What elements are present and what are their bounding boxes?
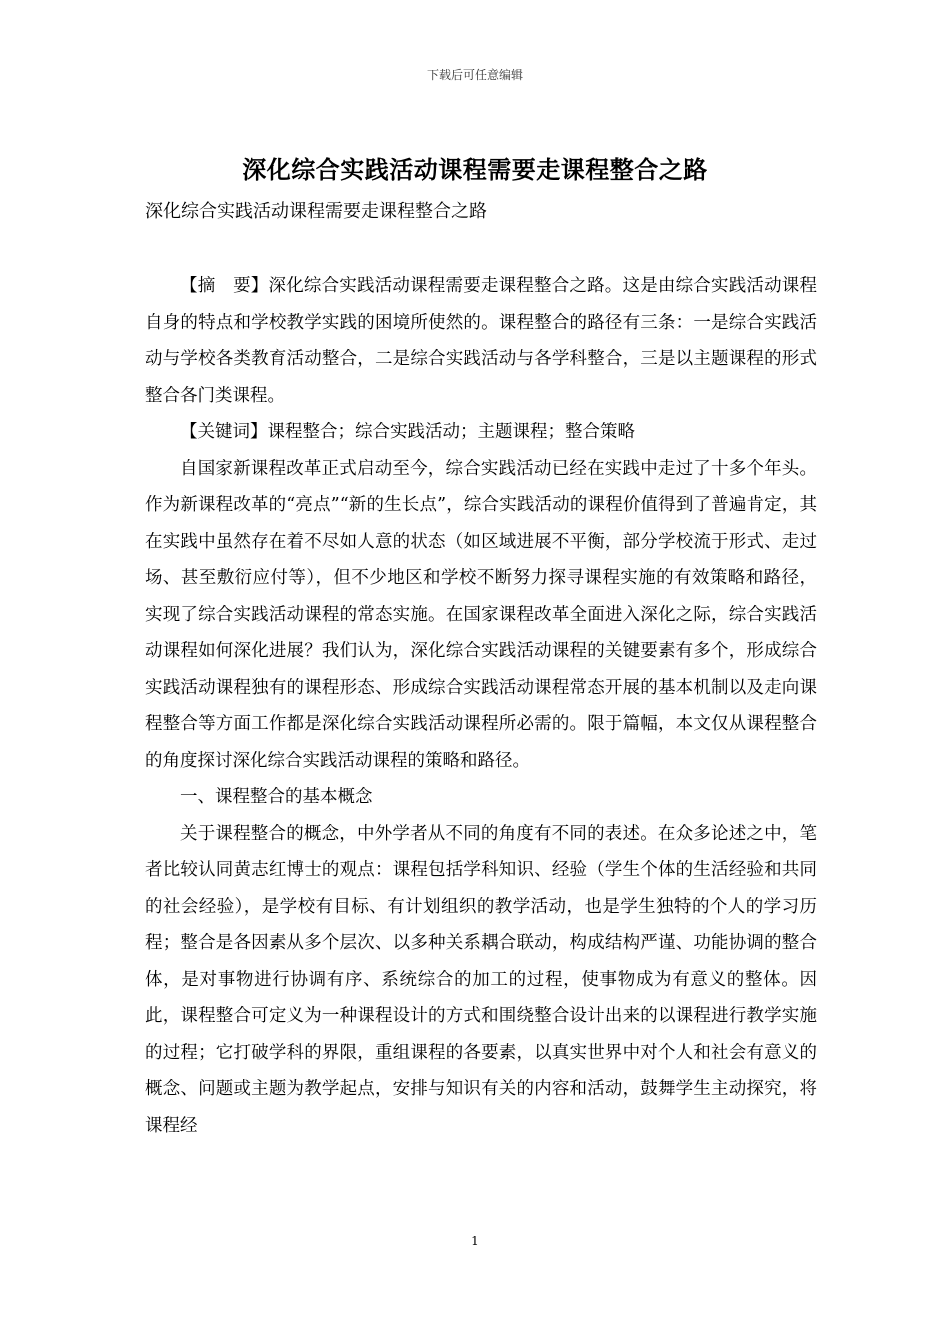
section-heading: 一、课程整合的基本概念 [180,787,373,807]
page-number: 1 [471,1234,479,1248]
keywords-paragraph: 【关键词】课程整合；综合实践活动；主题课程；整合策略 [180,422,635,442]
header-note: 下载后可任意编辑 [426,68,523,82]
abstract-paragraph: 【摘 要】深化综合实践活动课程需要走课程整合之路。这是由综合实践活动课程自身的特点和学校教学实践的困境所使然的。课程整合的路径有三条：一是综合实践活动与学校各类教育活动整合，二是综合实践活动与各学科整合，三是以主题课程的形式整合各门类课程。 [145,276,817,406]
document-subtitle: 深化综合实践活动课程需要走课程整合之路 [145,201,487,222]
intro-paragraph: 自国家新课程改革正式启动至今，综合实践活动已经在实践中走过了十多个年头。作为新课程改革的“亮点”“新的生长点”，综合实践活动的课程价值得到了普遍肯定，其在实践中虽然存在着不尽如人意的状态（如区域进展不平衡，部分学校流于形式、走过场、甚至敷衍应付等），但不少地区和学校不断努力探寻课程实施的有效策略和路径，实现了综合实践活动课程的常态实施。在国家课程改革全面进入深化之际，综合实践活动课程如何深化进展？我们认为，深化综合实践活动课程的关键要素有多个，形成综合实践活动课程独有的课程形态、形成综合实践活动课程常态开展的基本机制以及走向课程整合等方面工作都是深化综合实践活动课程所必需的。限于篇幅，本文仅从课程整合的角度探讨深化综合实践活动课程的策略和路径。 [145,458,817,771]
concept-paragraph: 关于课程整合的概念，中外学者从不同的角度有不同的表述。在众多论述之中，笔者比较认同黄志红博士的观点：课程包括学科知识、经验（学生个体的生活经验和共同的社会经验），是学校有目标、有计划组织的教学活动，也是学生独特的个人的学习历程；整合是各因素从多个层次、以多种关系耦合联动，构成结构严谨、功能协调的整合体，是对事物进行协调有序、系统综合的加工的过程，使事物成为有意义的整体。因此，课程整合可定义为一种课程设计的方式和围绕整合设计出来的以课程进行教学实施的过程；它打破学科的界限，重组课程的各要素，以真实世界中对个人和社会有意义的概念、问题或主题为教学起点，安排与知识有关的内容和活动，鼓舞学生主动探究，将课程经 [145,823,817,1136]
document-title: 深化综合实践活动课程需要走课程整合之路 [242,155,708,184]
body-text [145,268,817,1144]
